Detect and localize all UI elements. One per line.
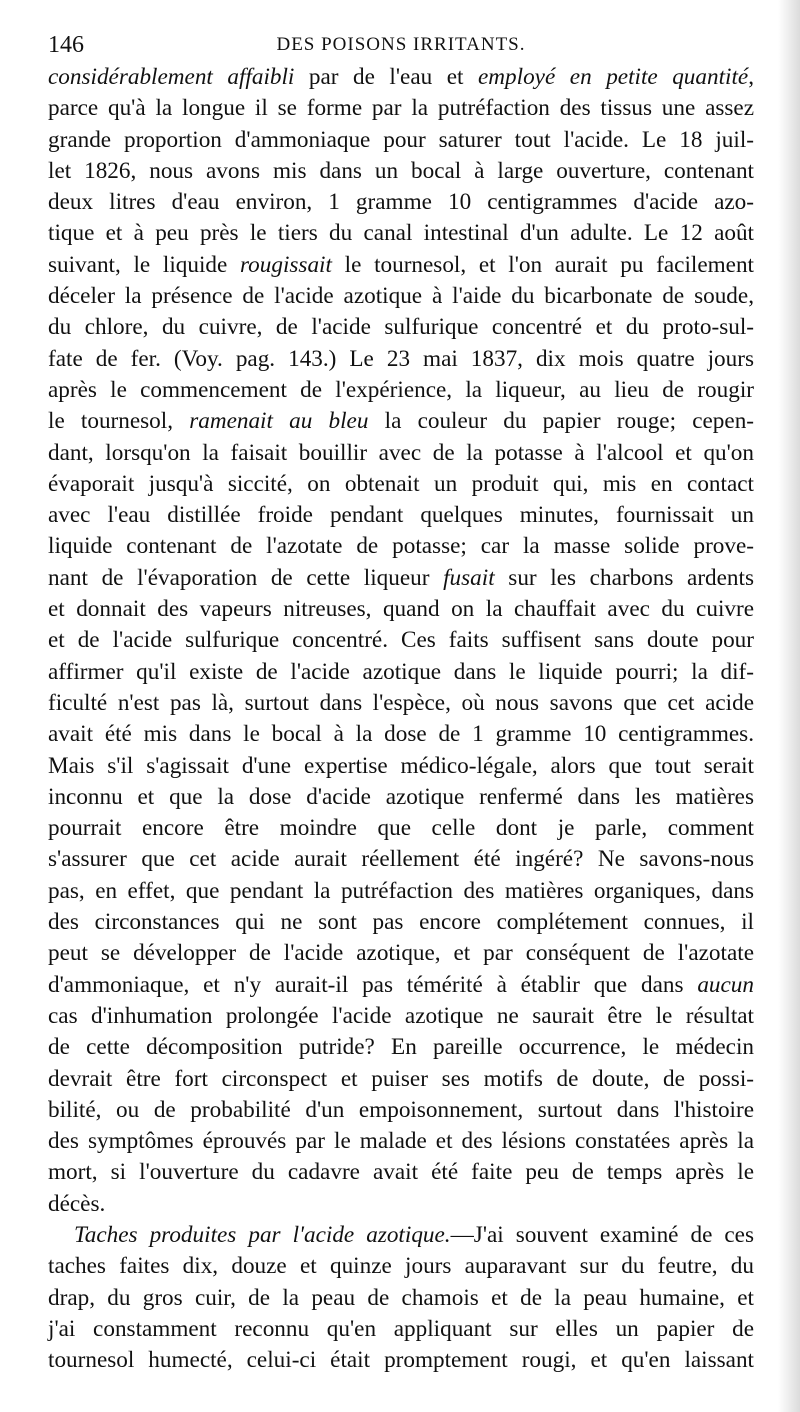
text-run: deux litres d'eau environ, 1 gramme 10 centigrammes d'acide azo- <box>48 189 754 216</box>
text-line <box>48 500 754 531</box>
text-line <box>48 312 754 343</box>
italic-text: employé en petite quantité <box>478 64 749 90</box>
text-line <box>48 125 754 156</box>
text-run: suivant, le liquide <box>48 251 241 278</box>
text-run: des symptômes éprouvés par le malade et des lésions constatées après la <box>48 1128 754 1155</box>
text-run: devrait être fort circonspect et puiser ses motifs de doute, de possi- <box>48 1065 754 1092</box>
paragraph-continuation <box>48 62 754 1220</box>
text-line <box>48 156 754 187</box>
text-line <box>48 406 754 437</box>
text-run: tournesol humecté, celui-ci était promptement rougi, et qu'en laissant <box>48 1347 754 1374</box>
text-run: déceler la présence de l'acide azotique à l'aide du bicarbonate de soude, <box>48 283 754 310</box>
text-line <box>48 62 754 93</box>
text-line <box>48 1251 754 1282</box>
text-run: des circonstances qui ne sont pas encore complétement connues, il <box>48 909 754 936</box>
running-title: DES POISONS IRRITANTS. <box>276 34 526 55</box>
text-run: —J'ai souvent examiné de ces <box>450 1221 754 1248</box>
text-line <box>48 469 754 500</box>
text-run: d'ammoniaque, et n'y aurait-il pas témérité à établir que dans <box>48 971 698 998</box>
text-run: drap, du gros cuir, de la peau de chamois et de la peau humaine, et <box>48 1284 754 1311</box>
text-line <box>48 907 754 938</box>
text-line <box>48 438 754 469</box>
text-line <box>48 813 754 844</box>
text-run: tique et à peu près le tiers du canal intestinal d'un adulte. Le 12 août <box>48 220 754 247</box>
text-run: pourrait encore être moindre que celle dont je parle, comment <box>48 815 754 842</box>
text-run: sur les charbons ardents <box>494 564 754 591</box>
italic-text: fusait <box>443 564 495 591</box>
text-run: affirmer qu'il existe de l'acide azotique dans le liquide pourri; la dif- <box>48 658 754 685</box>
text-run: grande proportion d'ammoniaque pour saturer tout l'acide. Le 18 juil- <box>48 126 754 153</box>
text-line <box>48 782 754 813</box>
text-line <box>48 1126 754 1157</box>
italic-text: ramenait au bleu <box>189 408 369 435</box>
text-run: fate de fer. (Voy. pag. 143.) Le 23 mai 1837, dix mois quatre jours <box>48 345 754 372</box>
text-run: le tournesol, <box>48 408 190 435</box>
text-run: du chlore, du cuivre, de l'acide sulfurique concentré et du proto-sul- <box>48 314 754 341</box>
text-run: après le commencement de l'expérience, la liqueur, au lieu de rougir <box>48 376 754 403</box>
paragraph-taches-acide-azotique <box>48 1220 754 1376</box>
text-run: s'assurer que cet acide aurait réellement été ingéré? Ne savons-nous <box>48 846 754 873</box>
text-run: évaporait jusqu'à siccité, on obtenait un produit qui, mis en contact <box>48 470 754 497</box>
text-run: avait été mis dans le bocal à la dose de 1 gramme 10 centigrammes. <box>48 721 754 748</box>
text-line <box>48 876 754 907</box>
text-line <box>48 594 754 625</box>
text-line <box>48 688 754 719</box>
text-line <box>48 1157 754 1188</box>
italic-text: rougissait <box>240 251 332 278</box>
running-head <box>48 26 754 62</box>
text-run: bilité, ou de probabilité d'un empoisonnement, surtout dans l'histoire <box>48 1096 754 1123</box>
text-line <box>48 625 754 656</box>
text-run: cas d'inhumation prolongée l'acide azotique ne saurait être le résultat <box>48 1002 754 1029</box>
text-run: pas, en effet, que pendant la putréfaction des matières organiques, dans <box>48 877 754 904</box>
text-line <box>48 751 754 782</box>
text-run: Mais s'il s'agissait d'une expertise médico-légale, alors que tout serait <box>48 752 754 779</box>
text-run: let 1826, nous avons mis dans un bocal à large ouverture, contenant <box>48 157 754 184</box>
text-line <box>48 187 754 218</box>
text-run: ficulté n'est pas là, surtout dans l'espèce, où nous savons que cet acide <box>48 689 754 716</box>
text-run: et donnait des vapeurs nitreuses, quand on la chauffait avec du cuivre <box>48 596 754 623</box>
text-run: taches faites dix, douze et quinze jours auparavant sur du feutre, du <box>48 1253 754 1280</box>
text-run: j'ai constamment reconnu qu'en appliquant sur elles un papier de <box>48 1315 754 1342</box>
text-line <box>48 970 754 1001</box>
italic-text: Taches produites par l'acide azotique. <box>74 1221 451 1248</box>
text-line <box>48 657 754 688</box>
text-line <box>48 1095 754 1126</box>
text-run: le tournesol, et l'on aurait pu facilement <box>331 251 755 278</box>
text-line <box>48 281 754 312</box>
text-run: par de l'eau et <box>294 64 479 90</box>
text-line <box>48 531 754 562</box>
text-run: nant de l'évaporation de cette liqueur <box>48 564 444 591</box>
text-line <box>48 1032 754 1063</box>
text-line <box>48 250 754 281</box>
text-run: dant, lorsqu'on la faisait bouillir avec de la potasse à l'alcool et qu'on <box>48 439 754 466</box>
text-run: , <box>748 64 755 90</box>
text-line <box>48 1220 754 1251</box>
text-line <box>48 1064 754 1095</box>
text-line <box>48 218 754 249</box>
text-run: inconnu et que la dose d'acide azotique renfermé dans les matières <box>48 783 754 810</box>
text-line <box>48 1001 754 1032</box>
text-run: avec l'eau distillée froide pendant quelques minutes, fournissait un <box>48 502 754 529</box>
text-line <box>48 938 754 969</box>
text-line <box>48 1314 754 1345</box>
page-edge-shadow <box>778 0 800 1412</box>
page-number: 146 <box>48 32 84 58</box>
italic-text: aucun <box>697 971 754 998</box>
text-line <box>48 375 754 406</box>
text-line <box>48 1189 754 1220</box>
text-line <box>48 93 754 124</box>
text-run: peut se développer de l'acide azotique, et par conséquent de l'azotate <box>48 940 754 967</box>
text-line <box>48 844 754 875</box>
text-run: de cette décomposition putride? En pareille occurrence, le médecin <box>48 1034 754 1061</box>
text-line <box>48 563 754 594</box>
text-run: et de l'acide sulfurique concentré. Ces faits suffisent sans doute pour <box>48 627 754 654</box>
text-line <box>48 719 754 750</box>
text-run: la couleur du papier rouge; cepen- <box>368 408 755 435</box>
text-run: mort, si l'ouverture du cadavre avait été faite peu de temps après le <box>48 1159 754 1186</box>
text-run: décès. <box>48 1190 106 1217</box>
text-line <box>48 1345 754 1376</box>
text-run: parce qu'à la longue il se forme par la putréfaction des tissus une assez <box>48 95 754 122</box>
text-line <box>48 344 754 375</box>
text-line <box>48 1283 754 1314</box>
italic-text: considérablement affaibli <box>48 64 295 90</box>
text-run: liquide contenant de l'azotate de potasse; car la masse solide prove- <box>48 533 754 560</box>
